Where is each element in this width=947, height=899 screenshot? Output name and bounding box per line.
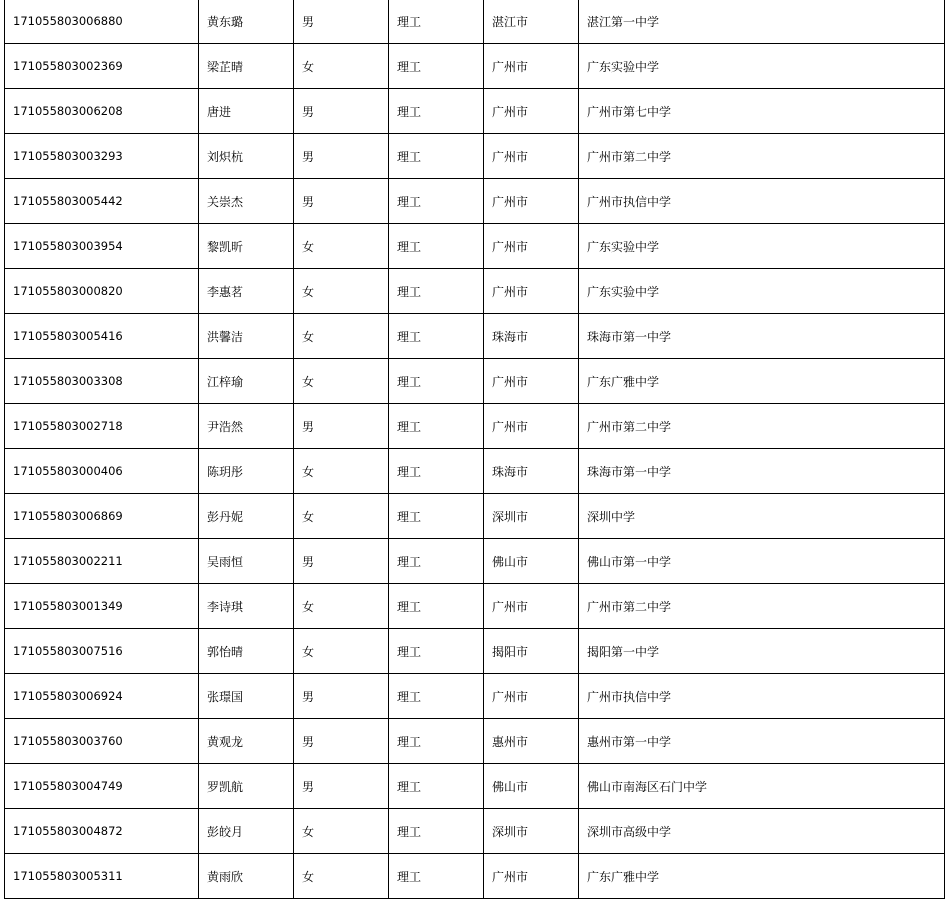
subject-category-cell: 理工 (389, 314, 484, 359)
student-name-cell: 黎凯昕 (199, 224, 294, 269)
table-row (5, 494, 945, 539)
student-name-cell: 彭丹妮 (199, 494, 294, 539)
school-cell: 广州市第七中学 (579, 89, 945, 134)
subject-category-cell: 理工 (389, 44, 484, 89)
admission-list-table (4, 0, 945, 899)
gender-cell: 男 (294, 539, 389, 584)
gender-cell: 女 (294, 359, 389, 404)
candidate-id-cell: 171055803006869 (5, 494, 199, 539)
student-name-cell: 郭怡晴 (199, 629, 294, 674)
city-cell: 揭阳市 (484, 629, 579, 674)
table-row (5, 584, 945, 629)
gender-cell: 男 (294, 179, 389, 224)
candidate-id-cell: 171055803000820 (5, 269, 199, 314)
subject-category-cell: 理工 (389, 674, 484, 719)
subject-category-cell: 理工 (389, 719, 484, 764)
school-cell: 珠海市第一中学 (579, 449, 945, 494)
subject-category-cell: 理工 (389, 494, 484, 539)
table-row (5, 809, 945, 854)
school-cell: 广州市执信中学 (579, 179, 945, 224)
gender-cell: 男 (294, 674, 389, 719)
table-row (5, 404, 945, 449)
gender-cell: 男 (294, 89, 389, 134)
table-row (5, 179, 945, 224)
student-name-cell: 唐进 (199, 89, 294, 134)
student-name-cell: 江梓瑜 (199, 359, 294, 404)
student-name-cell: 洪馨洁 (199, 314, 294, 359)
student-name-cell: 梁芷晴 (199, 44, 294, 89)
school-cell: 佛山市第一中学 (579, 539, 945, 584)
city-cell: 珠海市 (484, 314, 579, 359)
school-cell: 广东实验中学 (579, 44, 945, 89)
table-row (5, 674, 945, 719)
student-name-cell: 关崇杰 (199, 179, 294, 224)
gender-cell: 男 (294, 404, 389, 449)
student-name-cell: 李惠茗 (199, 269, 294, 314)
school-cell: 广东广雅中学 (579, 359, 945, 404)
student-name-cell: 刘炽杭 (199, 134, 294, 179)
candidate-id-cell: 171055803006208 (5, 89, 199, 134)
candidate-id-cell: 171055803004872 (5, 809, 199, 854)
student-name-cell: 张璟国 (199, 674, 294, 719)
school-cell: 佛山市南海区石门中学 (579, 764, 945, 809)
subject-category-cell: 理工 (389, 0, 484, 44)
gender-cell: 男 (294, 764, 389, 809)
table-row (5, 359, 945, 404)
school-cell: 广州市第二中学 (579, 404, 945, 449)
school-cell: 珠海市第一中学 (579, 314, 945, 359)
table-row (5, 0, 945, 44)
candidate-id-cell: 171055803002718 (5, 404, 199, 449)
school-cell: 广东实验中学 (579, 224, 945, 269)
city-cell: 惠州市 (484, 719, 579, 764)
student-name-cell: 彭皎月 (199, 809, 294, 854)
candidate-id-cell: 171055803003293 (5, 134, 199, 179)
subject-category-cell: 理工 (389, 539, 484, 584)
city-cell: 广州市 (484, 179, 579, 224)
gender-cell: 男 (294, 0, 389, 44)
gender-cell: 女 (294, 584, 389, 629)
candidate-id-cell: 171055803002369 (5, 44, 199, 89)
table-row (5, 629, 945, 674)
student-name-cell: 黄雨欣 (199, 854, 294, 899)
student-name-cell: 罗凯航 (199, 764, 294, 809)
subject-category-cell: 理工 (389, 764, 484, 809)
city-cell: 广州市 (484, 224, 579, 269)
city-cell: 广州市 (484, 359, 579, 404)
gender-cell: 女 (294, 809, 389, 854)
table-body (5, 0, 945, 899)
table-row (5, 719, 945, 764)
table-row (5, 269, 945, 314)
subject-category-cell: 理工 (389, 359, 484, 404)
student-name-cell: 黄观龙 (199, 719, 294, 764)
table-row (5, 44, 945, 89)
candidate-id-cell: 171055803006880 (5, 0, 199, 44)
subject-category-cell: 理工 (389, 224, 484, 269)
city-cell: 佛山市 (484, 539, 579, 584)
gender-cell: 女 (294, 449, 389, 494)
student-name-cell: 尹浩然 (199, 404, 294, 449)
student-name-cell: 黄东璐 (199, 0, 294, 44)
gender-cell: 女 (294, 269, 389, 314)
school-cell: 深圳中学 (579, 494, 945, 539)
subject-category-cell: 理工 (389, 809, 484, 854)
subject-category-cell: 理工 (389, 629, 484, 674)
candidate-id-cell: 171055803005442 (5, 179, 199, 224)
candidate-id-cell: 171055803005311 (5, 854, 199, 899)
school-cell: 广州市执信中学 (579, 674, 945, 719)
school-cell: 广东实验中学 (579, 269, 945, 314)
gender-cell: 女 (294, 314, 389, 359)
candidate-id-cell: 171055803000406 (5, 449, 199, 494)
student-name-cell: 吴雨恒 (199, 539, 294, 584)
school-cell: 广东广雅中学 (579, 854, 945, 899)
gender-cell: 女 (294, 854, 389, 899)
table-row (5, 224, 945, 269)
gender-cell: 女 (294, 224, 389, 269)
school-cell: 深圳市高级中学 (579, 809, 945, 854)
city-cell: 深圳市 (484, 494, 579, 539)
gender-cell: 男 (294, 719, 389, 764)
subject-category-cell: 理工 (389, 179, 484, 224)
table-row (5, 854, 945, 899)
table-row (5, 314, 945, 359)
gender-cell: 女 (294, 44, 389, 89)
city-cell: 广州市 (484, 134, 579, 179)
table-row (5, 449, 945, 494)
table-row (5, 134, 945, 179)
candidate-id-cell: 171055803003308 (5, 359, 199, 404)
subject-category-cell: 理工 (389, 269, 484, 314)
city-cell: 珠海市 (484, 449, 579, 494)
subject-category-cell: 理工 (389, 89, 484, 134)
city-cell: 广州市 (484, 674, 579, 719)
city-cell: 广州市 (484, 404, 579, 449)
candidate-id-cell: 171055803001349 (5, 584, 199, 629)
city-cell: 广州市 (484, 584, 579, 629)
subject-category-cell: 理工 (389, 854, 484, 899)
gender-cell: 男 (294, 134, 389, 179)
subject-category-cell: 理工 (389, 449, 484, 494)
school-cell: 惠州市第一中学 (579, 719, 945, 764)
city-cell: 湛江市 (484, 0, 579, 44)
student-name-cell: 李诗琪 (199, 584, 294, 629)
candidate-id-cell: 171055803002211 (5, 539, 199, 584)
gender-cell: 女 (294, 494, 389, 539)
candidate-id-cell: 171055803005416 (5, 314, 199, 359)
candidate-id-cell: 171055803003954 (5, 224, 199, 269)
city-cell: 广州市 (484, 89, 579, 134)
city-cell: 深圳市 (484, 809, 579, 854)
candidate-id-cell: 171055803003760 (5, 719, 199, 764)
school-cell: 广州市第二中学 (579, 584, 945, 629)
subject-category-cell: 理工 (389, 404, 484, 449)
school-cell: 广州市第二中学 (579, 134, 945, 179)
city-cell: 佛山市 (484, 764, 579, 809)
subject-category-cell: 理工 (389, 584, 484, 629)
candidate-id-cell: 171055803004749 (5, 764, 199, 809)
table-row (5, 89, 945, 134)
candidate-id-cell: 171055803006924 (5, 674, 199, 719)
gender-cell: 女 (294, 629, 389, 674)
subject-category-cell: 理工 (389, 134, 484, 179)
city-cell: 广州市 (484, 854, 579, 899)
city-cell: 广州市 (484, 44, 579, 89)
city-cell: 广州市 (484, 269, 579, 314)
school-cell: 湛江第一中学 (579, 0, 945, 44)
table-row (5, 539, 945, 584)
student-name-cell: 陈玥彤 (199, 449, 294, 494)
candidate-id-cell: 171055803007516 (5, 629, 199, 674)
school-cell: 揭阳第一中学 (579, 629, 945, 674)
table-row (5, 764, 945, 809)
